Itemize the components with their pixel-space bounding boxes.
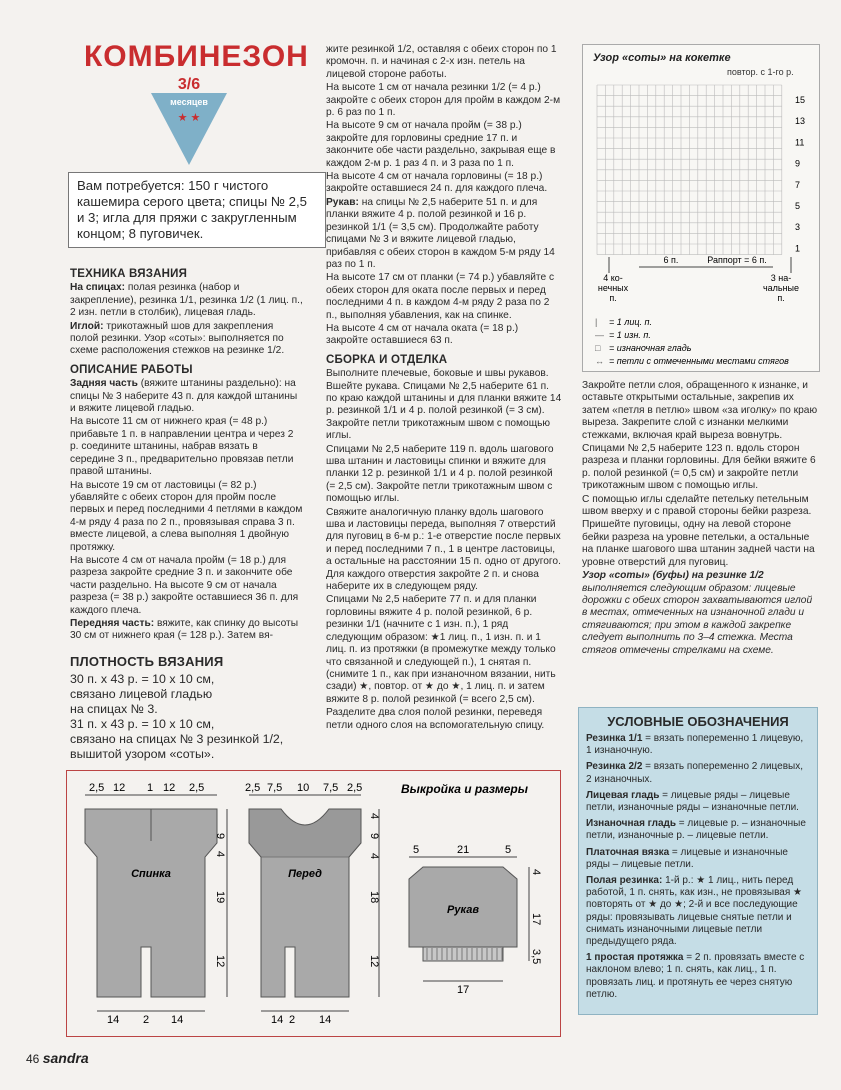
row-number: 9	[795, 158, 801, 169]
pattern-schematic	[66, 770, 561, 1037]
back-top-dims	[89, 782, 204, 794]
gauge-heading: ПЛОТНОСТЬ ВЯЗАНИЯ	[70, 654, 224, 669]
dim-label: 2,5	[245, 782, 261, 794]
abbreviation-item: Платочная вязка = лицевые и изнаночные ряды – лицевые петли.	[586, 846, 788, 870]
sleeve-paragraph-2: На высоте 17 см от планки (= 74 р.) убавляйте с обеих сторон для оката после первых и перед последними 4 п. в каждом 4-м ряду 2 раза по 2 п., выполняя убавления, как на спинке.	[326, 272, 555, 321]
page-number: 46	[26, 1052, 40, 1066]
dim-label: 4	[530, 869, 542, 876]
legend-symbol: —	[595, 330, 604, 340]
front-yoke	[249, 809, 361, 857]
gauge-line: на спицах № 3.	[70, 702, 158, 716]
dim-label: 2,5	[189, 782, 205, 794]
gauge-line: связано на спицах № 3 резинкой 1/2,	[70, 732, 284, 746]
dim-label: 2	[143, 1014, 150, 1026]
legend-text: = 1 лиц. п.	[609, 317, 652, 327]
abbreviation-item: 1 простая протяжка = 2 п. провязать вместе с наклоном влево; 1 п. снять, как лиц., 1 п. провязать лиц. и протянуть ее через снятую петлю.	[586, 952, 805, 1000]
chart-legend	[595, 317, 789, 366]
gauge-line: 30 п. х 43 р. = 10 х 10 см,	[70, 672, 215, 686]
dim-label: 1	[147, 782, 154, 794]
dim-label: 17	[457, 984, 470, 996]
dim-label: 12	[368, 955, 380, 968]
dim-label: 12	[113, 782, 126, 794]
front-paragraph-2: На высоте 1 см от начала резинки 1/2 (= 4 р.) закройте с обеих сторон для пройм в каждом 2-м р. 6 раз по 1 п.	[326, 82, 561, 119]
back-paragraph-2: На высоте 11 см от нижнего края (= 48 р.) прибавьте 1 п. в направлении центра и через 2 р. соедините штанины, набрав вязать в середине 3 п., предварительно провязав петли правой штанины.	[70, 416, 294, 478]
legend-text: = 1 изн. п.	[609, 330, 651, 340]
dim-label: 4	[214, 851, 226, 858]
dim-label: 5	[505, 844, 512, 856]
finishing-paragraph: С помощью иглы сделайте петельку петельным швом вверху и с правой стороны бейки разреза.	[582, 493, 812, 518]
dim-label: 5	[413, 844, 420, 856]
back-side-dims	[214, 833, 226, 967]
dim-label: 2,5	[347, 782, 363, 794]
legend-text: = петли с отмеченными местами стягов	[609, 356, 789, 366]
assembly-paragraph: Разделите два слоя полой резинки, переведя петли одного слоя на вспомогательную спицу.	[326, 707, 545, 731]
back-paragraph-3: На высоте 19 см от ластовицы (= 82 р.) убавляйте с обеих сторон для пройм после первых и перед последними 4 петлями в каждом 4-м ряду 4 раза по 2 п., провязывая справа 3 п. вместе лицевой, а слева выполняя 1 двойную протяжку.	[70, 479, 303, 553]
row-number: 3	[795, 222, 801, 233]
dim-label: 9	[214, 833, 226, 840]
front-side-dims	[368, 813, 380, 967]
finishing-paragraph: Спицами № 2,5 наберите 123 п. вдоль сторон разреза и планки горловины. Для бейки вяжите 6 р. полой резинкой (= 0,5 см) и закройте петли трикотажным швом с помощью иглы.	[582, 443, 816, 492]
age-size: 3/6	[177, 76, 201, 93]
assembly-paragraph: Спицами № 2,5 наберите 119 п. вдоль шагового шва штанин и ластовицы спинки и вяжите для планки 12 р. резинкой 1/1 и 4 р. полой резинкой (= 2,5 см). Закройте петли трикотажным швом с помощью иглы.	[326, 443, 554, 505]
front-label: Перед	[288, 868, 322, 880]
row-number: 11	[795, 137, 805, 148]
dim-label: 7,5	[323, 782, 339, 794]
chart-repeat-note: повтор. с 1-го р.	[727, 67, 794, 77]
abbreviation-item: Резинка 2/2 = вязать попеременно 2 лицевых, 2 изнаночных.	[586, 761, 804, 785]
work-heading: ОПИСАНИЕ РАБОТЫ	[70, 363, 193, 376]
legend-symbol: |	[595, 317, 598, 327]
back-bottom-dims	[107, 1014, 183, 1026]
age-badge	[151, 75, 227, 165]
difficulty-stars: ★ ★	[177, 112, 201, 124]
back-paragraph-1: Задняя часть (вяжите штанины раздельно): на спицы № 3 наберите 43 п. для каждой штанины и вяжите лицевой гладью.	[70, 378, 298, 415]
dim-label: 7,5	[267, 782, 283, 794]
gauge-section	[70, 648, 310, 762]
row-number: 15	[795, 95, 806, 105]
column-3	[582, 380, 818, 658]
back-label: Спинка	[131, 868, 171, 880]
column-2	[326, 44, 562, 733]
dim-label: 12	[163, 782, 176, 794]
legend-symbol: ↔	[595, 356, 604, 366]
dim-label: 14	[171, 1014, 184, 1026]
legend-symbol: □	[595, 343, 601, 353]
materials-box: Вам потребуется: 150 г чистого кашемира серого цвета; спицы № 2,5 и 3; игла для пряжи с закругленным концом; 8 пуговичек.	[68, 172, 326, 248]
row-number: 1	[795, 243, 801, 254]
gauge-line: вышитой узором «соты».	[70, 747, 215, 761]
assembly-paragraph: Выполните плечевые, боковые и швы рукавов. Вшейте рукава. Спицами № 2,5 наберите 61 п. по краю каждой штанины и для планки вяжите 14 р. резинкой 1/1 и 4 р. полой резинкой (= 3 см). Закройте петли трикотажным швом с помощью иглы.	[326, 368, 562, 442]
row-number: 7	[795, 179, 801, 190]
gauge-line: 31 п. х 43 р. = 10 х 10 см,	[70, 717, 215, 731]
front-paragraph-cont: жите резинкой 1/2, оставляя с обеих сторон по 1 кромочн. п. и начиная с 2-х изн. петель на лицевой стороне работы.	[326, 44, 557, 80]
chart-grid	[597, 85, 782, 255]
sleeve-top-dims	[413, 844, 511, 856]
sleeve-paragraph-3: На высоте 4 см от начала оката (= 18 р.) закройте оставшиеся 63 п.	[326, 322, 519, 347]
front-bottom-dims	[271, 1014, 331, 1026]
schematic-title: Выкройка и размеры	[401, 782, 528, 796]
page-footer	[26, 1050, 89, 1066]
abbreviation-item: Полая резинка: 1-й р.: ★ 1 лиц., нить перед работой, 1 п. снять, как изн., не провязывая ★ повторять от ★ до ★; 2-й и все последующие ряды: провязывать лицевые снятые петли и снимать изнаночными лицевые петли предыдущего ряда.	[586, 875, 803, 948]
dim-label: 4	[368, 853, 380, 860]
dim-label: 14	[271, 1014, 284, 1026]
technique-needles: На спицах: полая резинка (набор и закрепление), резинка 1/1, резинка 1/2 (1 лиц. п., 2 изн. петли в столбик), лицевая гладь.	[70, 282, 303, 319]
chart-row-numbers	[795, 95, 805, 253]
chart-rapport-label: Раппорт = 6 п.	[707, 255, 767, 265]
dim-label: 19	[214, 891, 226, 904]
gauge-line: связано лицевой гладью	[70, 687, 213, 701]
front-paragraph: Передняя часть: вяжите, как спинку до высоты 30 см от нижнего края (= 128 р.). Затем вя-	[70, 617, 299, 642]
back-paragraph-4: На высоте 4 см от начала пройм (= 18 р.) для разреза закройте средние 3 п. и закончите обе части раздельно. На высоте 9 см от начала разреза (= 38 р.) закройте оставшиеся 36 п. для каждого плеча.	[70, 554, 299, 616]
dim-label: 3,5	[530, 949, 542, 965]
abbreviation-item: Изнаночная гладь = лицевые р. – изнаночные петли, изнаночные р. – лицевые петли.	[586, 818, 806, 842]
dim-label: 14	[319, 1014, 332, 1026]
dim-label: 21	[457, 844, 470, 856]
chart-dim-6: 6 п.	[663, 255, 679, 265]
honeycomb-paragraph: Узор «соты» (буфы) на резинке 1/2 выполняется следующим образом: лицевые дорожки с обеих сторон захватываются иглой в местах, отмеченных на изнаночной глади и стягиваются; при этом в каждой закрепке следует выполнить по 3–4 стежка. Места стягов отмечены стрелками на схеме.	[582, 570, 813, 656]
assembly-paragraph: Спицами № 2,5 наберите 77 п. и для планки горловины вяжите 4 р. полой резинкой, 6 р. резинки 1/1 (начните с 1 изн. п.), 1 ряд следующим образом: ★1 лиц. п., 1 изн. п. и 1 лиц. п. из протяжки (в промежутке между только что связанной и следующей п.), 1 снятая п. (снимите 1 п., как при изнаночном вязании, нить сзади) ★, повтор. от ★ до ★, 1 лиц. п. и затем вяжите 8 р. полой резинкой (= всего 2,5 см).	[326, 594, 556, 705]
magazine-brand: sandra	[42, 1050, 89, 1066]
dim-label: 2	[289, 1014, 296, 1026]
abbreviations-box	[578, 707, 818, 1015]
sleeve-label: Рукав	[447, 904, 479, 916]
sleeve-side-dims	[530, 869, 542, 964]
stitch-chart-box	[582, 44, 820, 372]
chart-left-edge: 4 ко-нечных п.	[597, 273, 629, 303]
age-unit: месяцев	[170, 97, 208, 107]
dim-label: 9	[368, 833, 380, 840]
abbreviation-item: Резинка 1/1 = вязать попеременно 1 лицевую, 1 изнаночную.	[586, 733, 804, 757]
sleeve-paragraph: Рукав: на спицы № 2,5 наберите 51 п. и для планки вяжите 4 р. полой резинкой и 16 р. резинкой 1/1 (= 3,5 см). Продолжайте работу спицами № 3 и вяжите лицевой гладью, прибавляя с обеих сторон в каждом 5-м ряду 14 раз по 1 п.	[326, 196, 555, 270]
assembly-paragraph: Свяжите аналогичную планку вдоль шагового шва и ластовицы переда, выполняя 7 отверстий для пуговиц в 6-м р.: 1-е отверстие после первых и перед последними 7 п., 1 в центре ластовицы, а остальные на расстоянии 15 п. одно от другого. Для каждого отверстия закройте 2 п. и снова наберите их в следующем ряду.	[326, 506, 561, 593]
stitch-chart	[583, 45, 819, 371]
abbreviations-title: УСЛОВНЫЕ ОБОЗНАЧЕНИЯ	[607, 714, 789, 729]
abbreviation-item: Лицевая гладь = лицевые ряды – лицевые петли, изнаночные ряды – изнаночные петли.	[586, 789, 799, 814]
chart-right-edge: 3 на-чальные п.	[762, 273, 800, 303]
dim-label: 18	[368, 891, 380, 904]
legend-text: = изнаночная гладь	[609, 343, 692, 353]
page-title: КОМБИНЕЗОН	[84, 40, 309, 73]
row-number: 5	[795, 201, 801, 211]
technique-needle: Иглой: трикотажный шов для закрепления полой резинки. Узор «соты»: выполняется по схеме расположения стежков на резинке 1/2.	[70, 320, 285, 357]
assembly-heading: СБОРКА И ОТДЕЛКА	[326, 353, 448, 366]
dim-label: 4	[368, 813, 380, 820]
schematic-svg	[67, 771, 560, 1036]
dim-label: 14	[107, 1014, 120, 1026]
finishing-paragraph: Пришейте пуговицы, одну на левой стороне бейки разреза на уровне петельки, а остальные на планке шагового шва штанин задней части на уровне отверстий для пуговиц.	[582, 519, 815, 568]
dim-label: 17	[530, 913, 542, 926]
front-paragraph-3: На высоте 9 см от начала пройм (= 38 р.) закройте для горловины средние 17 п. и закончите обе части раздельно, закрывая еще в каждом 2-м р. 1 раз 4 п. и 3 раза по 1 п.	[326, 120, 556, 169]
sleeve-cuff	[423, 947, 503, 961]
column-1	[70, 262, 303, 644]
technique-heading: ТЕХНИКА ВЯЗАНИЯ	[70, 268, 188, 280]
dim-label: 12	[214, 955, 226, 968]
finishing-paragraph: Закройте петли слоя, обращенного к изнанке, и оставьте открытыми остальные, закрепив их затем «петля в петлю» швом «за иголку» по краю выреза. Закрепите слой с изнанки мелкими стежками, включая край выреза вовнутрь.	[582, 380, 818, 441]
front-paragraph-4: На высоте 4 см от начала горловины (= 18 р.) закройте оставшиеся 24 п. для каждого плеча.	[326, 171, 548, 195]
chart-title: Узор «соты» на кокетке	[593, 52, 731, 64]
dim-label: 2,5	[89, 782, 105, 794]
front-top-dims	[245, 782, 362, 794]
dim-label: 10	[297, 782, 310, 794]
row-number: 13	[795, 116, 806, 127]
